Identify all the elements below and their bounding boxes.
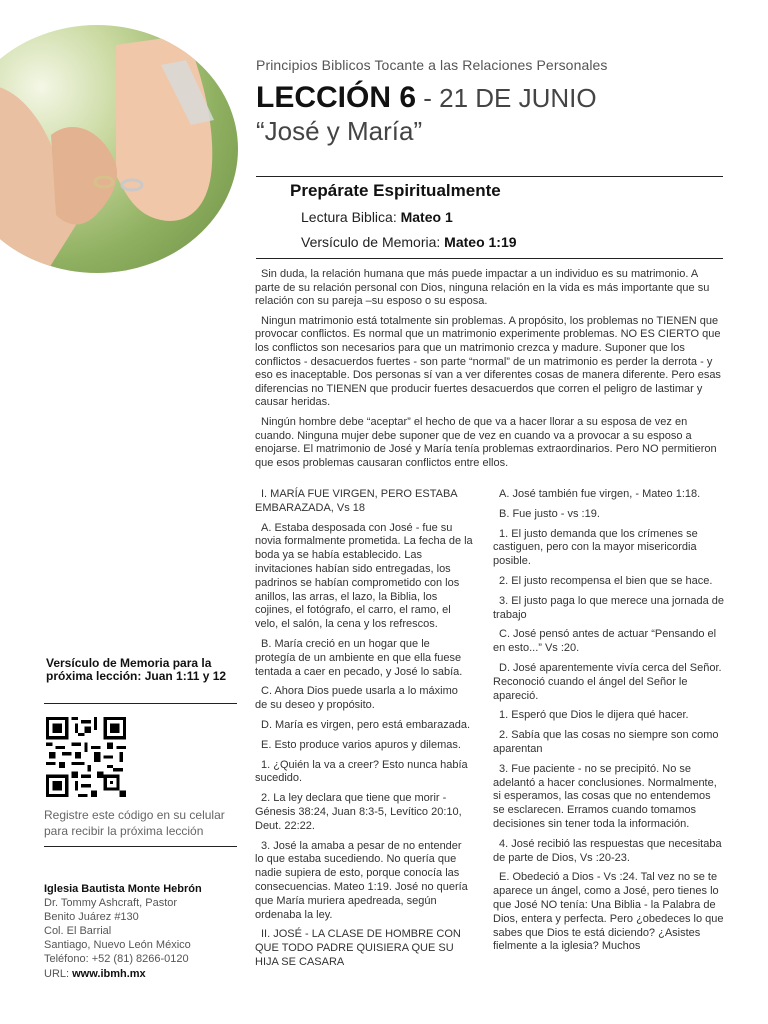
outline-item: II. JOSÉ - LA CLASE DE HOMBRE CON QUE TODO PADRE QUISIERA QUE SU HIJA SE CASARA (255, 928, 461, 968)
sidebar-divider (44, 703, 237, 704)
outline-item: A. Estaba desposada con José - fue su novia formalmente prometida. La fecha de la boda ya se había establecido. Las invitaciones habían sido entregadas, los padrinos se habían comprometido con los anillos, las arras, el lazo, la Biblia, los cojines, el fotógrafo, el carro, el ramo, el velo, el salón, la cena y los refrescos. (255, 521, 473, 631)
intro-text (255, 268, 725, 476)
street-address: Benito Juárez #130 (44, 911, 139, 924)
outline-right-column (493, 488, 725, 960)
next-memory-verse: Versículo de Memoria para la próxima lección: Juan 1:11 y 12 (46, 656, 227, 683)
hands-illustration (0, 25, 238, 273)
url-link[interactable]: www.ibmh.mx (72, 967, 146, 980)
lesson-number: LECCIÓN 6 (256, 81, 417, 114)
memory-verse-label: Versículo de Memoria: (301, 234, 445, 250)
lesson-title (256, 80, 597, 116)
url-label: URL: (44, 967, 73, 980)
outline-item: 3. El justo paga lo que merece una jornada de trabajo (493, 594, 725, 621)
outline-item: D. José aparentemente vivía cerca del Señor. Reconoció cuando el ángel del Señor le apareció. (493, 661, 722, 702)
qr-code-icon[interactable] (46, 717, 126, 797)
reading-label: Lectura Biblica: (301, 209, 401, 225)
outline-item: 2. El justo recompensa el bien que se hace. (499, 574, 713, 587)
memory-verse-value: Mateo 1:19 (444, 234, 517, 250)
city: Santiago, Nuevo León México (44, 939, 191, 952)
outline-left-column (255, 488, 473, 976)
series-subtitle: Principios Biblicos Tocante a las Relaciones Personales (256, 57, 608, 73)
outline-item: B. Fue justo - vs :19. (499, 507, 600, 520)
prepare-divider (256, 258, 723, 259)
colony: Col. El Barrial (44, 925, 112, 938)
outline-item: C. Ahora Dios puede usarla a lo máximo de su deseo y propósito. (255, 685, 458, 712)
intro-paragraph: Ningun matrimonio está totalmente sin problemas. A propósito, los problemas no TIENEN que provocar conflictos. Es normal que un matrimonio experimente problemas. NO ES CIERTO que los conflictos son necesarios para que un matrimonio crezca y madure. Suponer que los conflictos - desacuerdos fuertes - son parte “normal” de un matrimonio es perder la derrota - y eso es inaceptable. Dos personas sí van a ver diferentes cosas de manera diferente. Pero esas diferencias no TIENEN que producir fuertes desacuerdos que corren el peligro de lastimar y causar heridas. (255, 314, 721, 409)
outline-item: C. José pensó antes de actuar “Pensando el en esto...” Vs :20. (493, 628, 717, 655)
church-name: Iglesia Bautista Monte Hebrón (44, 883, 202, 895)
qr-code-graphic (46, 717, 126, 797)
outline-item: 1. ¿Quién la va a creer? Esto nunca había sucedido. (255, 758, 468, 785)
outline-item: 2. Sabía que las cosas no siempre son como aparentan (493, 729, 719, 755)
outline-item: I. MARÍA FUE VIRGEN, PERO ESTABA EMBARAZADA, Vs 18 (255, 488, 458, 514)
sidebar-divider (44, 846, 237, 847)
outline-item: 2. La ley declara que tiene que morir - Génesis 38:24, Juan 8:3-5, Levítico 20:10, Deut. 22:22. (255, 792, 462, 832)
intro-paragraph: Ningún hombre debe “aceptar” el hecho de que va a hacer llorar a su esposa de vez en cuando. Ninguna mujer debe suponer que de vez en cuando va a provocar a su esposo a enojarse. El matrimonio de José y María tenía problemas extraordinarios. Pero NO permitieron que esos problemas causaran conflictos entre ellos. (255, 415, 717, 469)
outline-item: E. Esto produce varios apuros y dilemas. (261, 738, 461, 751)
website (44, 967, 244, 981)
outline-item: B. María creció en un hogar que le protegía de un ambiente en que ella fuese tentada a caer en pecado, y José lo sabía. (255, 637, 463, 678)
outline-item: 1. El justo demanda que los crímenes se castiguen, pero con la mayor misericordia posible. (493, 527, 698, 568)
church-info (44, 882, 244, 981)
outline-item: 3. José la amaba a pesar de no entender lo que estaba sucediendo. No quería que nadie supiera de esto, porque conocía las consecuencias. Mateo 1:19. José no quería que María muriera apedreada, según ordenaba la ley. (255, 839, 468, 921)
outline-item: 3. Fue paciente - no se precipitó. No se adelantó a hacer conclusiones. Normalmente, si esperamos, las cosas que no entendemos se esclarecen. Erramos cuando tomamos decisiones sin tener toda la información. (493, 762, 717, 830)
memory-verse-line (301, 234, 517, 250)
intro-paragraph: Sin duda, la relación humana que más puede impactar a un individuo es su matrimonio. A parte de su relación personal con Dios, ninguna relación en la vida es más importante que su relación con su pareja –su esposo o su esposa. (255, 268, 710, 308)
phone: Teléfono: +52 (81) 8266-0120 (44, 953, 189, 966)
outline-item: A. José también fue virgen, - Mateo 1:18. (499, 488, 701, 500)
reading-value: Mateo 1 (400, 209, 453, 225)
outline-item: D. María es virgen, pero está embarazada. (261, 718, 471, 731)
prepare-heading: Prepárate Espiritualmente (290, 181, 501, 200)
outline-item: 4. José recibió las respuestas que necesitaba de parte de Dios, Vs :20-23. (493, 837, 722, 864)
reading-line (301, 209, 453, 225)
outline-item: E. Obedeció a Dios - Vs :24. Tal vez no se te aparece un ángel, como a José, pero tienes lo que José NO tenía: Una Biblia - la Palabra de Dios, entera y perfecta. Pero ¿obedeces lo que sabes que Dios te está diciendo? ¿Asistes fielmente a la iglesia? Muchos (493, 871, 724, 953)
holding-hands-photo (0, 25, 238, 273)
outline-item: 1. Esperó que Dios le dijera qué hacer. (499, 709, 689, 722)
header-divider (256, 176, 723, 177)
lesson-date: - 21 DE JUNIO (416, 83, 597, 113)
lesson-name: “José y María” (256, 116, 423, 146)
qr-instructions: Registre este código en su celular para recibir la próxima lección (44, 808, 225, 838)
pastor-name: Dr. Tommy Ashcraft, Pastor (44, 897, 178, 910)
